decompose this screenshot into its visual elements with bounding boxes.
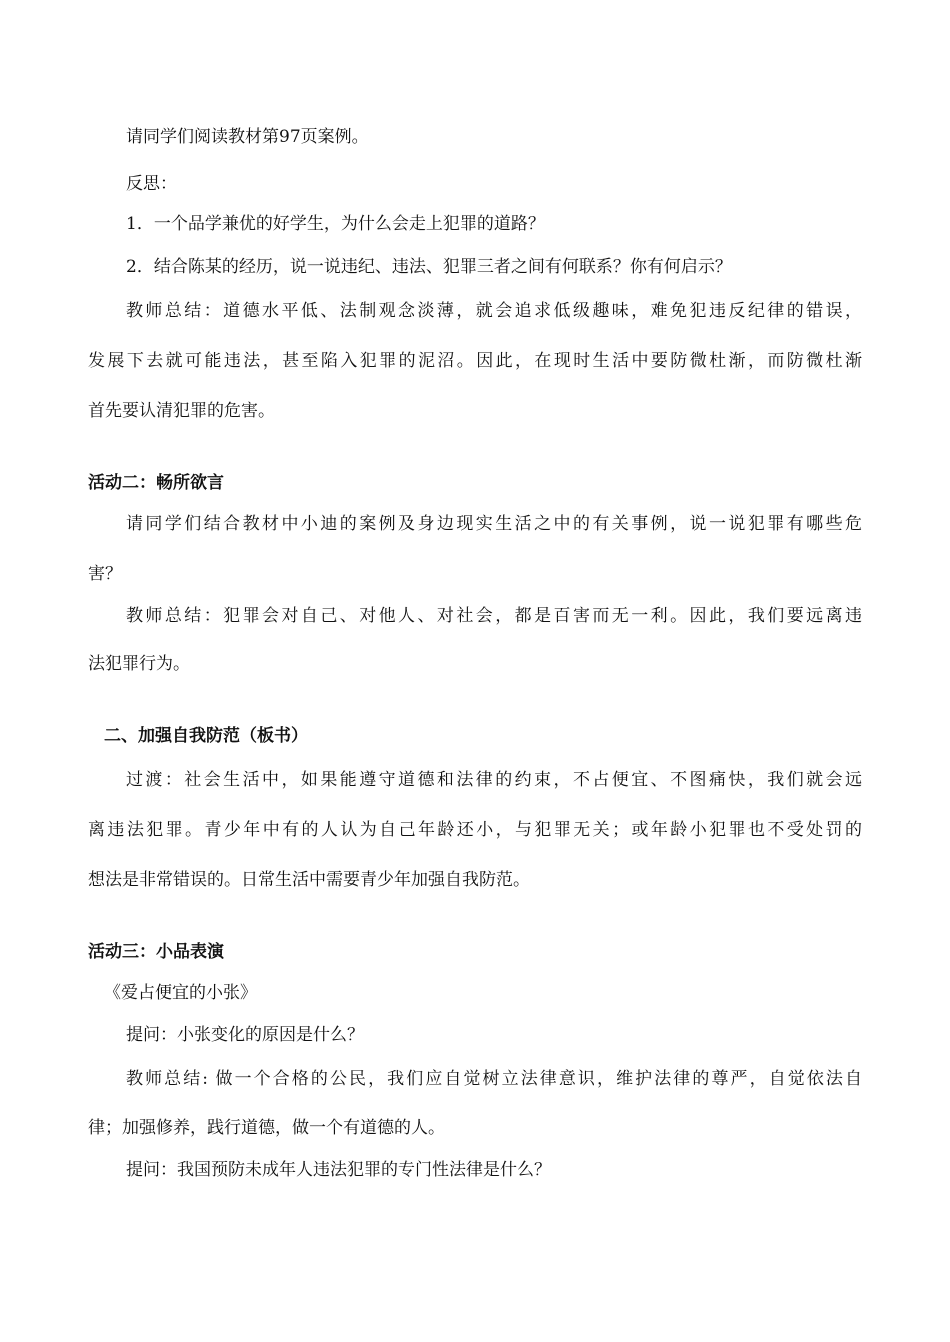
activity-three-title: 活动三：小品表演 (88, 942, 224, 962)
question-skit-change: 提问：小张变化的原因是什么？ (126, 1025, 364, 1045)
activity-two-title: 活动二：畅所欲言 (88, 473, 224, 493)
transition-line-1: 过渡：社会生活中，如果能遵守道德和法律的约束，不占便宜、不图痛快，我们就会远 (126, 770, 862, 790)
activity-two-summary-line-1: 教师总结：犯罪会对自己、对他人、对社会，都是百害而无一利。因此，我们要远离违 (126, 606, 862, 626)
activity-three-summary-line-1: 教师总结: 做一个合格的公民，我们应自觉树立法律意识，维护法律的尊严，自觉依法自 (126, 1069, 862, 1089)
activity-two-summary-line-2: 法犯罪行为。 (88, 654, 190, 674)
activity-three-summary-line-2: 律；加强修养，践行道德，做一个有道德的人。 (88, 1118, 445, 1138)
transition-line-3: 想法是非常错误的。日常生活中需要青少年加强自我防范。 (88, 870, 530, 890)
reflection-question-2: 2．结合陈某的经历，说一说违纪、违法、犯罪三者之间有何联系？你有何启示？ (126, 257, 732, 277)
teacher-summary-line-1: 教师总结：道德水平低、法制观念淡薄，就会追求低级趣味，难免犯违反纪律的错误， (126, 301, 862, 321)
teacher-summary-line-3: 首先要认清犯罪的危害。 (88, 401, 275, 421)
activity-two-prompt-line-1: 请同学们结合教材中小迪的案例及身边现实生活之中的有关事例，说一说犯罪有哪些危 (126, 514, 862, 534)
section-two-heading: 二、加强自我防范（板书） (104, 726, 308, 746)
activity-two-prompt-line-2: 害？ (88, 564, 122, 584)
paragraph-read-case: 请同学们阅读教材第97页案例。 (126, 127, 369, 147)
skit-title: 《爱占便宜的小张》 (104, 983, 257, 1003)
reflection-label: 反思： (126, 174, 177, 194)
teacher-summary-line-2: 发展下去就可能违法，甚至陷入犯罪的泥沼。因此，在现时生活中要防微杜渐，而防微杜渐 (88, 351, 862, 371)
question-prevention-law: 提问：我国预防未成年人违法犯罪的专门性法律是什么？ (126, 1160, 551, 1180)
reflection-question-1: 1．一个品学兼优的好学生，为什么会走上犯罪的道路？ (126, 214, 545, 234)
transition-line-2: 离违法犯罪。青少年中有的人认为自己年龄还小，与犯罪无关；或年龄小犯罪也不受处罚的 (88, 820, 862, 840)
